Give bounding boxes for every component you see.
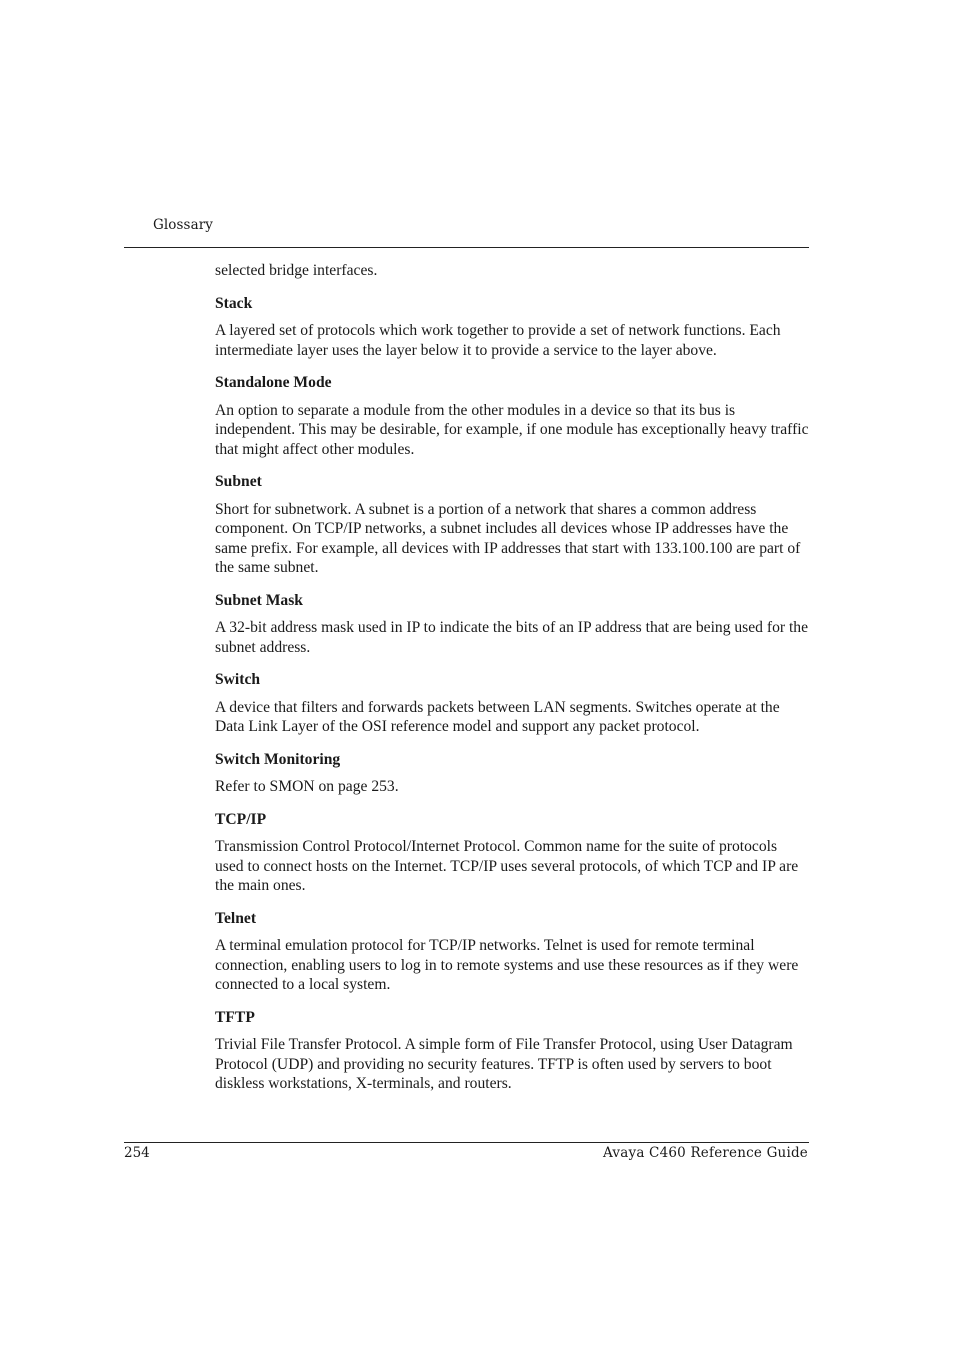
glossary-definition: An option to separate a module from the other modules in a device so that its bus is independent. This may be desirable, for example, if one module has exceptionally heavy traffic that might affect other modules. — [215, 401, 809, 458]
glossary-definition: A device that filters and forwards packets between LAN segments. Switches operate at the Data Link Layer of the OSI reference model and support any packet protocol. — [215, 698, 780, 735]
footer-rule — [124, 1142, 809, 1143]
glossary-term: Standalone Mode — [215, 374, 332, 391]
header-rule — [124, 247, 809, 248]
glossary-body — [215, 261, 809, 1107]
glossary-term: TFTP — [215, 1008, 255, 1026]
glossary-term: Subnet Mask — [215, 591, 303, 609]
glossary-term: Subnet — [215, 473, 262, 490]
book-title: Avaya C460 Reference Guide — [603, 1145, 808, 1161]
glossary-definition: Refer to SMON on page 253. — [215, 778, 399, 795]
running-header: Glossary — [153, 217, 214, 233]
glossary-term: Stack — [215, 294, 253, 312]
glossary-definition: Short for subnetwork. A subnet is a portion of a network that shares a common address component. On TCP/IP networks, a subnet includes all devices whose IP addresses have the same prefix. For example, all devices with IP addresses that start with 133.100.100 are part of the same subnet. — [215, 500, 801, 576]
page-number: 254 — [124, 1145, 150, 1161]
glossary-definition: A terminal emulation protocol for TCP/IP networks. Telnet is used for remote terminal connection, enabling users to log in to remote systems and use these resources as if they were connected to a local system. — [215, 937, 799, 993]
glossary-term: Switch Monitoring — [215, 750, 341, 768]
glossary-term: Telnet — [215, 909, 257, 927]
continued-definition: selected bridge interfaces. — [215, 262, 378, 279]
glossary-definition: A 32-bit address mask used in IP to indicate the bits of an IP address that are being used for the subnet address. — [215, 619, 809, 656]
glossary-term: TCP/IP — [215, 810, 267, 828]
glossary-definition: Trivial File Transfer Protocol. A simple form of File Transfer Protocol, using User Datagram Protocol (UDP) and providing no security features. TFTP is often used by servers to boot diskless workstations, X-terminals, and routers. — [215, 1036, 793, 1092]
glossary-term: Switch — [215, 671, 261, 688]
glossary-definition: A layered set of protocols which work together to provide a set of network functions. Each intermediate layer uses the layer below it to provide a service to the layer above. — [215, 322, 781, 359]
glossary-definition: Transmission Control Protocol/Internet Protocol. Common name for the suite of protocols used to connect hosts on the Internet. TCP/IP uses several protocols, of which TCP and IP are the main ones. — [215, 838, 799, 894]
